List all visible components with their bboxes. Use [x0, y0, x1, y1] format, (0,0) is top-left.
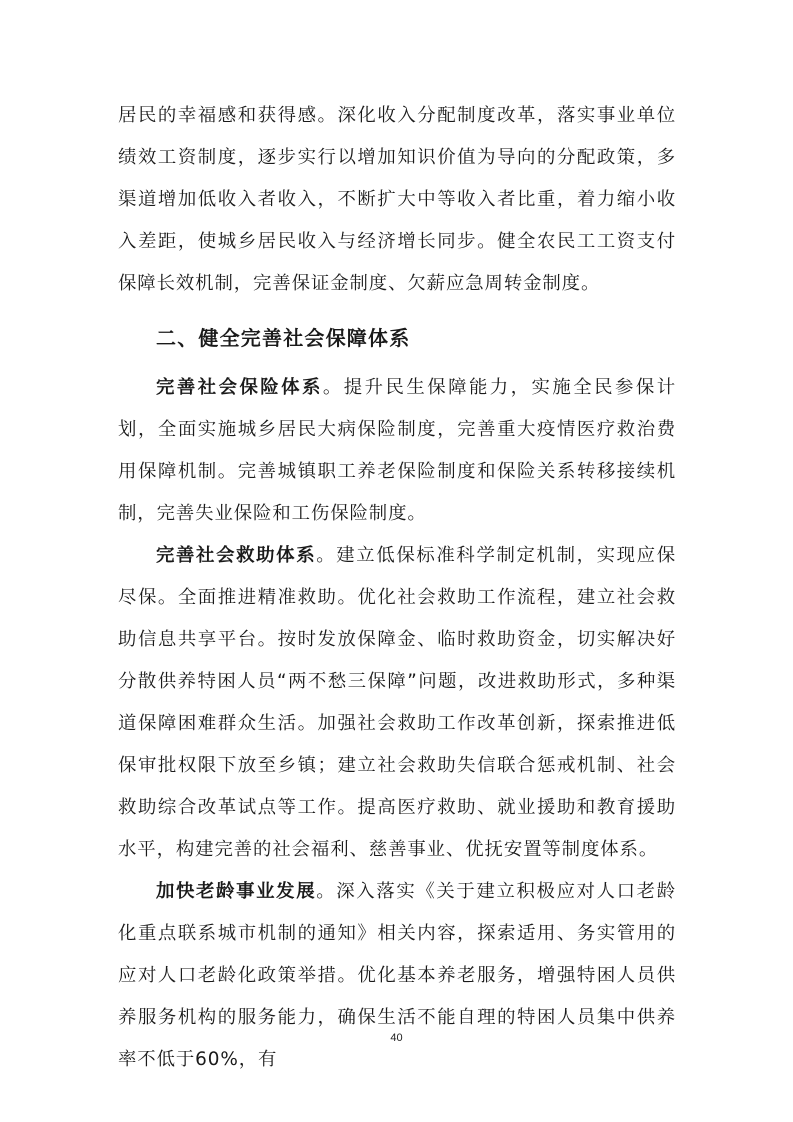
- document-body: [118, 95, 676, 1081]
- paragraph-text: 居民的幸福感和获得感。深化收入分配制度改革，落实事业单位绩效工资制度，逐步实行以增加知识价值为导向的分配政策，多渠道增加低收入者收入，不断扩大中等收入者比重，着力缩小收入差距，使城乡居民收入与经济增长同步。健全农民工工资支付保障长效机制，完善保证金制度、欠薪应急周转金制度。: [118, 105, 676, 294]
- paragraph-lead: 加快老龄事业发展: [156, 881, 317, 902]
- paragraph-text: 。深入落实《关于建立积极应对人口老龄化重点联系城市机制的通知》相关内容，探索适用、务实管用的应对人口老龄化政策举措。优化基本养老服务，增强特困人员供养服务机构的服务能力，确保生活不能自理的特困人员集中供养率不低于60%，有: [118, 881, 677, 1070]
- paragraph-lead: 完善社会救助体系: [156, 545, 317, 566]
- paragraph-text: 。建立低保标准科学制定机制，实现应保尽保。全面推进精准救助。优化社会救助工作流程，建立社会救助信息共享平台。按时发放保障金、临时救助资金，切实解决好分散供养特困人员“两不愁三保障”问题，改进救助形式，多种渠道保障困难群众生活。加强社会救助工作改革创新，探索推进低保审批权限下放至乡镇；建立社会救助失信联合惩戒机制、社会救助综合改革试点等工作。提高医疗救助、就业援助和教育援助水平，构建完善的社会福利、慈善事业、优抚安置等制度体系。: [118, 545, 677, 860]
- paragraph-elderly-care: [118, 871, 676, 1081]
- paragraph-text: 。提升民生保障能力，实施全民参保计划，全面实施城乡居民大病保险制度，完善重大疫情医疗救治费用保障机制。完善城镇职工养老保险制度和保险关系转移接续机制，完善失业保险和工伤保险制度。: [118, 377, 676, 524]
- section-heading: 二、健全完善社会保障体系: [156, 326, 411, 350]
- paragraph-income-distribution: [118, 95, 676, 305]
- paragraph-lead: 完善社会保险体系: [156, 377, 323, 398]
- page-number: 40: [390, 1032, 403, 1044]
- paragraph-social-assistance: [118, 535, 676, 871]
- paragraph-social-insurance: [118, 367, 676, 535]
